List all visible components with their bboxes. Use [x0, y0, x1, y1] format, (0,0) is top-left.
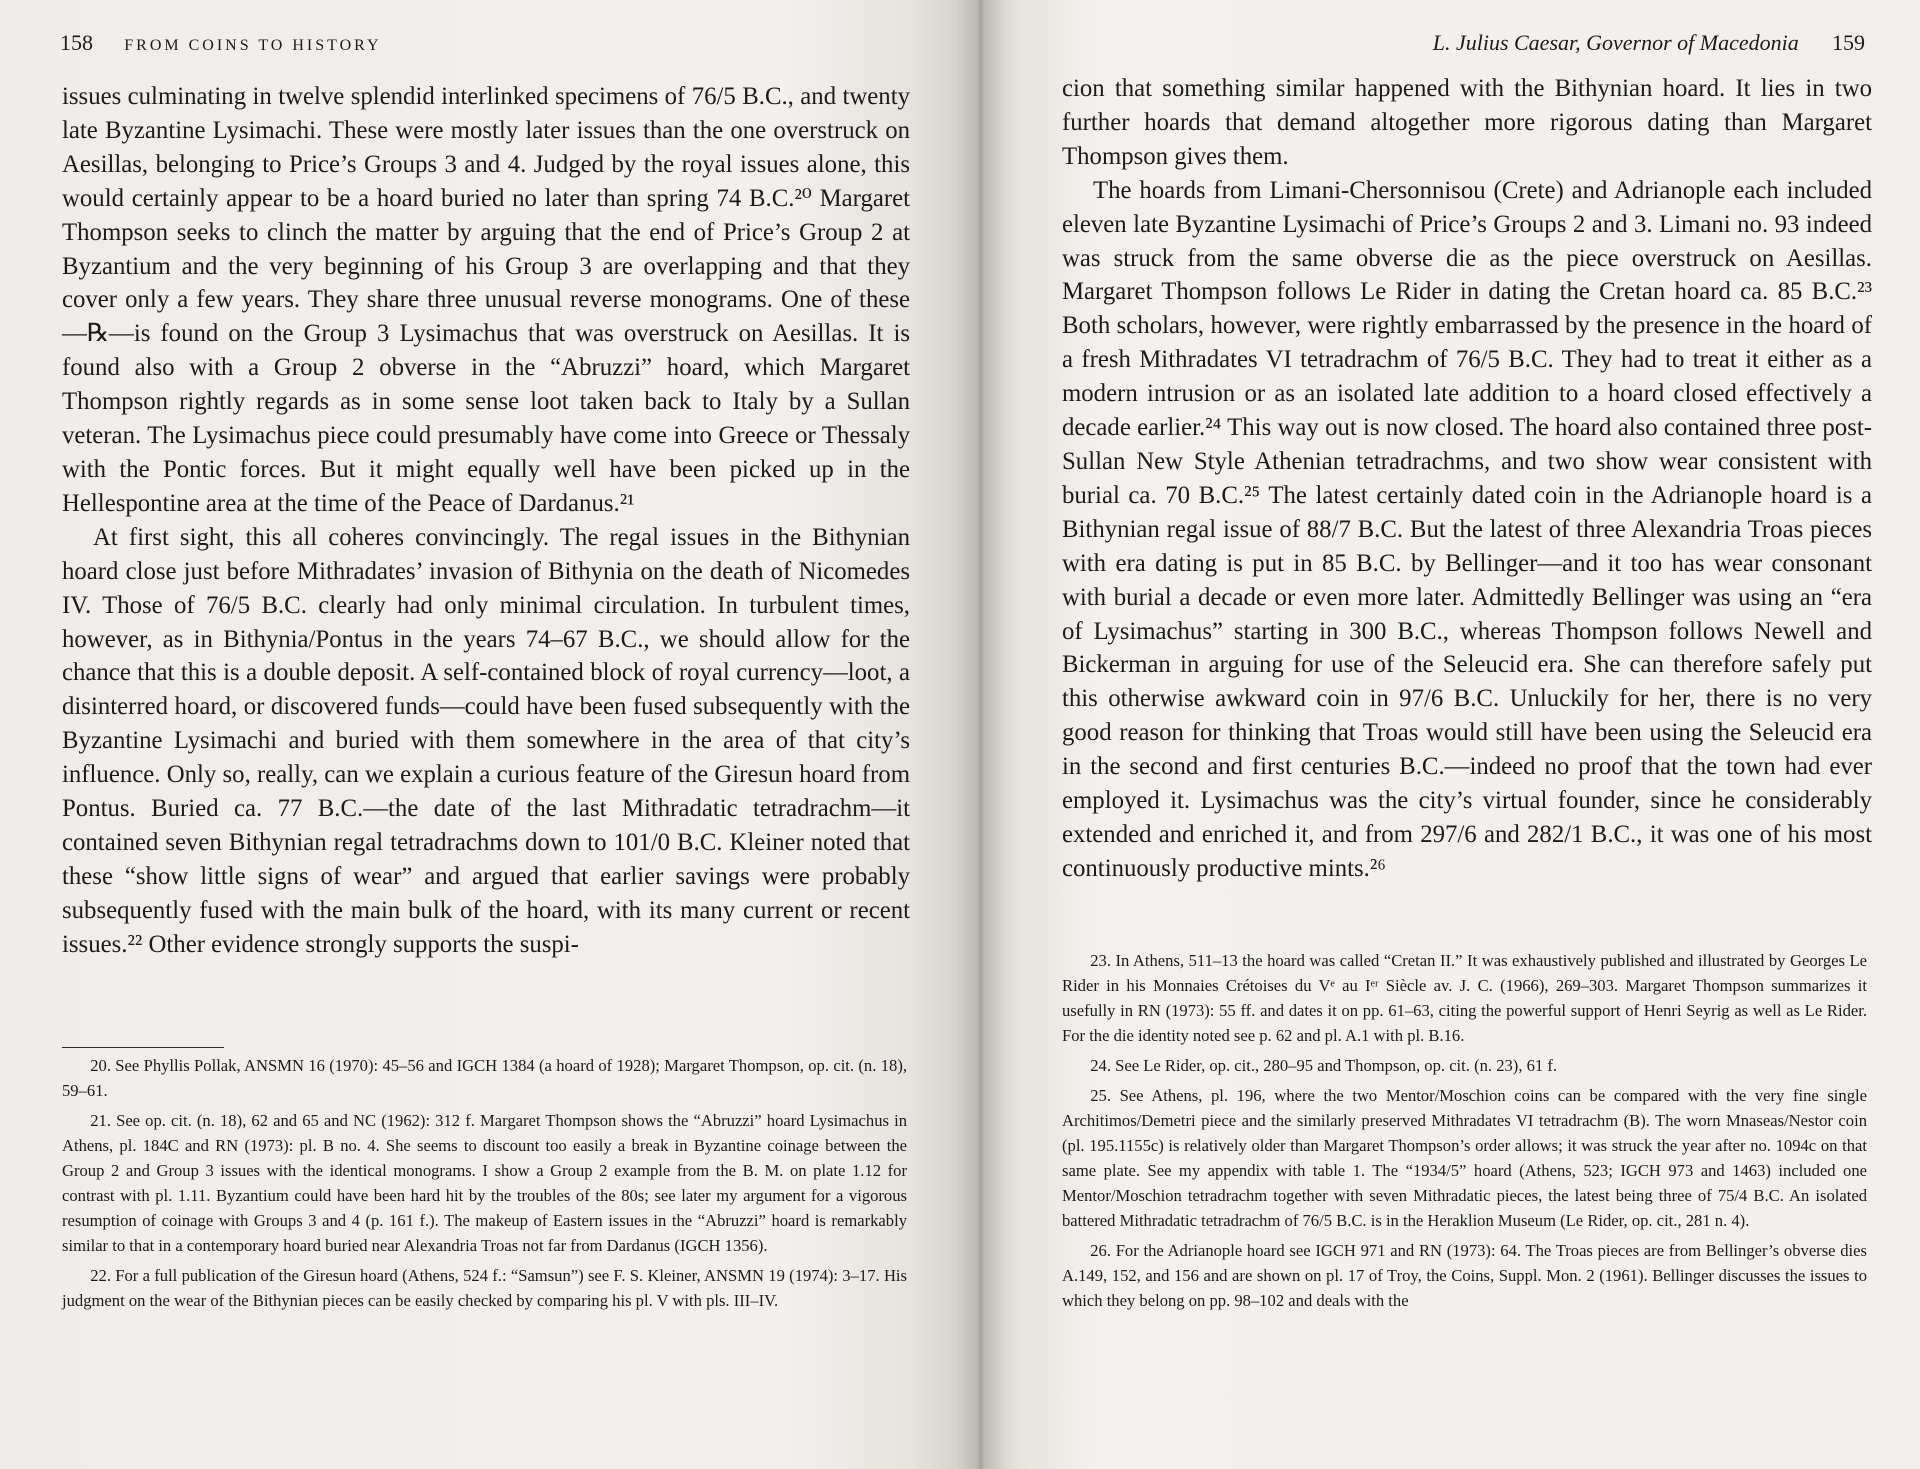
- footnote: 24. See Le Rider, op. cit., 280–95 and Thompson, op. cit. (n. 23), 61 f.: [1090, 1056, 1558, 1075]
- running-head-right: [1433, 30, 1865, 56]
- footnote: 26. For the Adrianople hoard see IGCH 971 and RN (1973): 64. The Troas pieces are from Bellinger’s obverse dies A.149, 152, and 156 and are shown on pl. 17 of Troy, the Coins, Suppl. Mon. 2 (1961). Bellinger discusses the issues to which they belong on pp. 98–102 and deals with the: [1062, 1241, 1867, 1310]
- right-footnotes: [1062, 948, 1867, 1318]
- running-head-left: [60, 30, 382, 59]
- paragraph: The hoards from Limani-Chersonnisou (Crete) and Adrianople each included eleven late Byzantine Lysimachi of Price’s Groups 2 and 3. Limani no. 93 indeed was struck from the same obverse die as the piece overstruck on Aesillas. Margaret Thompson follows Le Rider in dating the Cretan hoard ca. 85 B.C.²³ Both scholars, however, were rightly embarrassed by the presence in the hoard of a fresh Mithradates VI tetradrachm of 76/5 B.C. They had to treat it either as a modern intrusion or as an isolated late addition to a hoard closed effectively a decade earlier.²⁴ This way out is now closed. The hoard also contained three post-Sullan New Style Athenian tetradrachms, and two show wear consistent with burial ca. 70 B.C.²⁵ The latest certainly dated coin in the Adrianople hoard is a Bithynian regal issue of 88/7 B.C. But the latest of three Alexandria Troas pieces with era dating is put in 85 B.C. by Bellinger—and it too has wear consonant with burial a decade or even more later. Admittedly Bellinger was using an “era of Lysimachus” starting in 300 B.C., whereas Thompson follows Newell and Bickerman in arguing for use of the Seleucid era. She can therefore safely put this otherwise awkward coin in 97/6 B.C. Unluckily for her, there is no very good reason for thinking that Troas would still have been using the Seleucid era in the second and first centuries B.C.—indeed no proof that the town had ever employed it. Lysimachus was the city’s virtual founder, since he considerably extended and enriched it, and from 297/6 and 282/1 B.C., it was one of his most continuously productive mints.²⁶: [1062, 176, 1872, 882]
- paragraph: At first sight, this all coheres convincingly. The regal issues in the Bithynian hoard close just before Mithradates’ invasion of Bithynia on the death of Nicomedes IV. Those of 76/5 B.C. clearly had only minimal circulation. In turbulent times, however, as in Bithynia/Pontus in the years 74–67 B.C., we should allow for the chance that this is a double deposit. A self-contained block of royal currency—loot, a disinterred hoard, or discovered funds—could have been fused subsequently with the Byzantine Lysimachi and buried with them somewhere in the area of that city’s influence. Only so, really, can we explain a curious feature of the Giresun hoard from Pontus. Buried ca. 77 B.C.—the date of the last Mithradatic tetradrachm—it contained seven Bithynian regal tetradrachms down to 101/0 B.C. Kleiner noted that these “show little signs of wear” and argued that earlier savings were probably subsequently fused with the main bulk of the hoard, with its many current or recent issues.²² Other evidence strongly supports the suspi-: [62, 523, 910, 958]
- footnote: 21. See op. cit. (n. 18), 62 and 65 and NC (1962): 312 f. Margaret Thompson shows the “Abruzzi” hoard Lysimachus in Athens, pl. 184C and RN (1973): pl. B no. 4. She seems to discount too easily a break in Byzantine coinage between the Group 2 and Group 3 issues with the identical monograms. I show a Group 2 example from the B. M. on plate 1.12 for contrast with pl. 1.11. Byzantium could have been hard hit by the troubles of the 80s; see later my argument for a vigorous resumption of coinage with Groups 3 and 4 (p. 161 f.). The makeup of Eastern issues in the “Abruzzi” hoard is remarkably similar to that in a contemporary hoard buried near Alexandria Troas not far from Dardanus (IGCH 1356).: [62, 1111, 907, 1255]
- page-number-left: 158: [60, 30, 93, 55]
- paragraph: cion that something similar happened with the Bithynian hoard. It lies in two further hoards that demand altogether more rigorous dating than Margaret Thompson gives them.: [1062, 75, 1872, 170]
- left-footnotes: [62, 1053, 907, 1318]
- footnote: 20. See Phyllis Pollak, ANSMN 16 (1970): 45–56 and IGCH 1384 (a hoard of 1928); Margaret Thompson, op. cit. (n. 18), 59–61.: [62, 1056, 907, 1100]
- left-body-text: [62, 80, 910, 962]
- book-title: FROM COINS TO HISTORY: [124, 37, 382, 54]
- footnote: 22. For a full publication of the Giresun hoard (Athens, 524 f.: “Samsun”) see F. S. Kleiner, ANSMN 19 (1974): 3–17. His judgment on the wear of the Bithynian pieces can be easily checked by comparing his pl. V with pls. III–IV.: [62, 1266, 907, 1310]
- chapter-title: L. Julius Caesar, Governor of Macedonia: [1432, 30, 1799, 55]
- footnote: 23. In Athens, 511–13 the hoard was called “Cretan II.” It was exhaustively published and illustrated by Georges Le Rider in his Monnaies Crétoises du Vᵉ au Iᵉʳ Siècle av. J. C. (1966), 269–303. Margaret Thompson summarizes it usefully in RN (1973): 55 ff. and dates it on pp. 61–63, citing the powerful support of Henri Seyrig as well as Le Rider. For the die identity noted see p. 62 and pl. A.1 with pl. B.16.: [1062, 951, 1867, 1045]
- page-number-right: 159: [1832, 30, 1865, 55]
- footnote-rule: [62, 1047, 224, 1048]
- paragraph: issues culminating in twelve splendid interlinked specimens of 76/5 B.C., and twenty late Byzantine Lysimachi. These were mostly later issues than the one overstruck on Aesillas, belonging to Price’s Groups 3 and 4. Judged by the royal issues alone, this would certainly appear to be a hoard buried no later than spring 74 B.C.²⁰ Margaret Thompson seeks to clinch the matter by arguing that the end of Price’s Group 2 at Byzantium and the very beginning of his Group 3 are overlapping and that they cover only a few years. They share three unusual reverse monograms. One of these—℞—is found on the Group 3 Lysimachus that was overstruck on Aesillas. It is found also with a Group 2 obverse in the “Abruzzi” hoard, which Margaret Thompson rightly regards as in some sense loot taken back to Italy by a Sullan veteran. The Lysimachus piece could presumably have come into Greece or Thessaly with the Pontic forces. But it might equally well have been picked up in the Hellespontine area at the time of the Peace of Dardanus.²¹: [62, 83, 910, 517]
- footnote: 25. See Athens, pl. 196, where the two Mentor/Moschion coins can be compared with the very fine single Architimos/Demetri piece and the similarly preserved Mithradates VI tetradrachm (B). The worn Mnaseas/Nestor coin (pl. 195.1155c) is relatively older than Margaret Thompson’s order allows; it was struck the year after no. 1094c on that same plate. See my appendix with table 1. The “1934/5” hoard (Athens, 523; IGCH 973 and 1463) included one Mentor/Moschion tetradrachm together with seven Mithradatic pieces, the latest being three of 75/4 B.C. An isolated battered Mithradatic tetradrachm of 76/5 B.C. is in the Heraklion Museum (Le Rider, op. cit., 281 n. 4).: [1062, 1086, 1867, 1230]
- right-body-text: [1062, 72, 1872, 886]
- right-page: [980, 0, 1920, 1469]
